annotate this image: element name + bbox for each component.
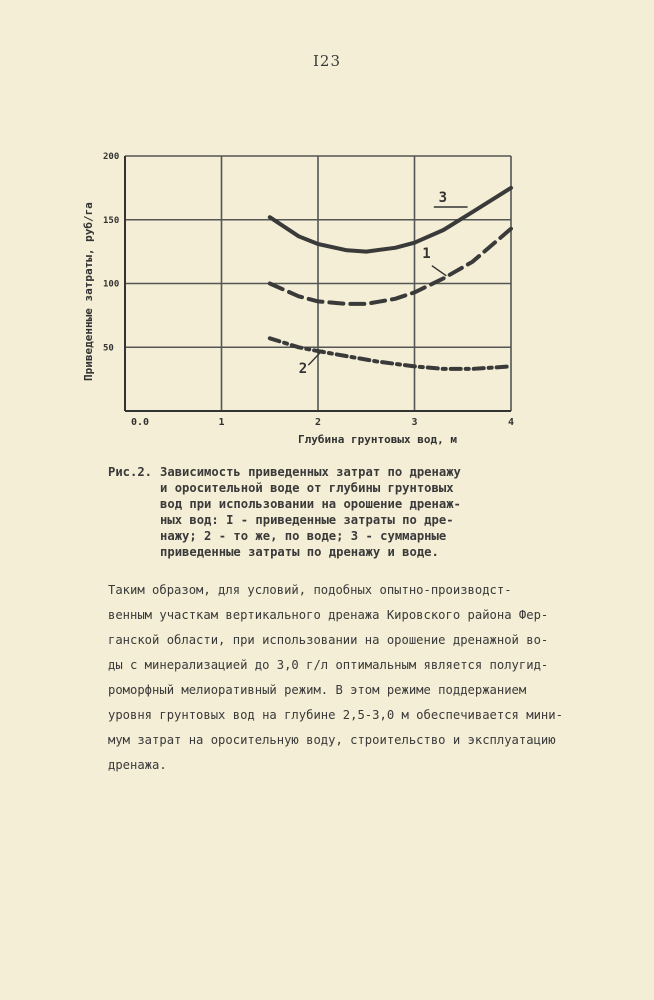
curve-label-2: 2 <box>298 360 308 377</box>
body-paragraph <box>108 578 578 778</box>
x-axis-label: Глубина грунтовых вод, м <box>298 433 457 446</box>
caption-line: и оросительной воде от глубины грунтовых <box>160 481 454 495</box>
x-tick-label: 2 <box>315 417 322 428</box>
body-line: ганской области, при использовании на орошение дренажной во- <box>108 633 549 647</box>
y-tick-label: 150 <box>103 215 120 226</box>
y-tick-label: 100 <box>103 279 120 290</box>
caption-line: ных вод: I - приведенные затраты по дре- <box>160 513 454 527</box>
x-tick-label: 3 <box>411 417 418 428</box>
body-line: уровня грунтовых вод на глубине 2,5-3,0 м обеспечивается мини- <box>108 708 563 722</box>
curve-label-3: 3 <box>438 189 448 206</box>
x-tick-label: 1 <box>218 417 225 428</box>
body-line: роморфный мелиоративный режим. В этом режиме поддержанием <box>108 683 527 697</box>
curve-label-1: 1 <box>422 246 431 262</box>
curve-leader-line <box>432 266 446 276</box>
body-line: ды с минерализацией до 3,0 г/л оптимальным является полугид- <box>108 658 549 672</box>
caption-line: приведенные затраты по дренажу и воде. <box>160 545 439 559</box>
y-tick-label: 200 <box>103 152 120 162</box>
caption-text <box>160 464 528 560</box>
caption-line: вод при использовании на орошение дренаж- <box>160 497 461 511</box>
chart-series <box>270 188 511 369</box>
x-tick-label: 4 <box>508 417 515 428</box>
chart-labels <box>82 152 514 446</box>
figure-caption <box>108 464 528 560</box>
body-line: Таким образом, для условий, подобных опытно-производст- <box>108 583 512 597</box>
body-line: мум затрат на оросительную воду, строительство и эксплуатацию <box>108 733 556 747</box>
caption-label: Рис.2. <box>108 465 153 479</box>
x-tick-label: 0.0 <box>131 417 150 428</box>
y-axis-label: Приведенные затраты, руб/га <box>82 202 95 381</box>
chart-grid <box>125 156 511 411</box>
page-number: I23 <box>312 52 341 70</box>
y-tick-label: 50 <box>103 343 114 354</box>
body-line: дренажа. <box>108 758 167 772</box>
figure-chart <box>70 140 540 455</box>
body-line: венным участкам вертикального дренажа Кировского района Фер- <box>108 608 549 622</box>
caption-line: нажу; 2 - то же, по воде; 3 - суммарные <box>160 529 447 543</box>
caption-line: Зависимость приведенных затрат по дренажу <box>160 465 461 479</box>
